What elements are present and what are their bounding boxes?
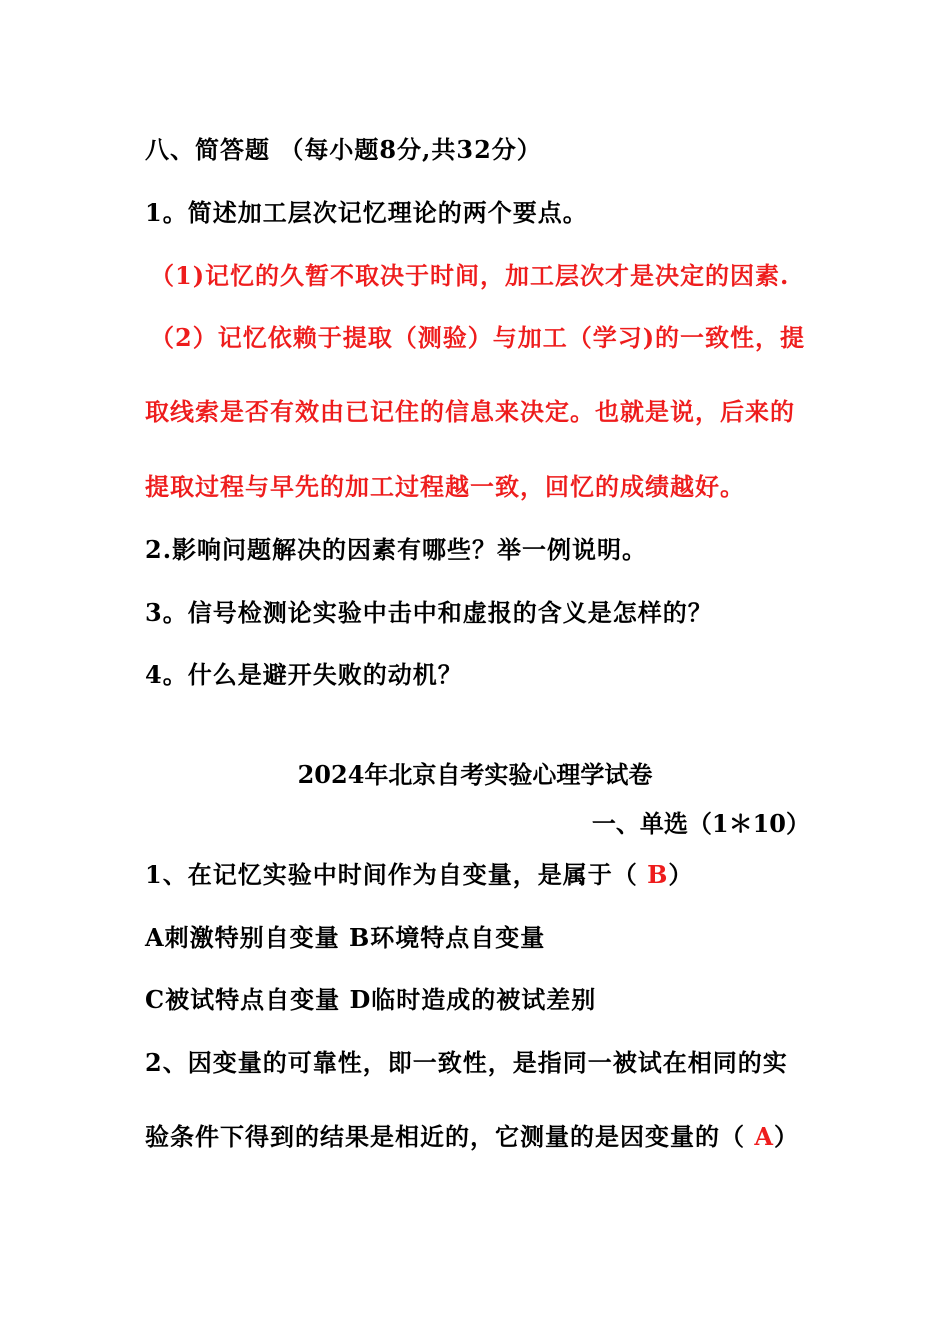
mc-question-2-line-1: 2、因变量的可靠性，即一致性，是指同一被试在相同的实: [145, 1048, 788, 1077]
exam-title: 2024年北京自考实验心理学试卷: [297, 760, 653, 789]
mc-question-1-stem: 1、在记忆实验中时间作为自变量，是属于（: [145, 860, 648, 889]
question-4: 4。什么是避开失败的动机？: [145, 660, 463, 689]
mc-question-2-close: ）: [773, 1122, 799, 1151]
mc-question-1-options-cd: C被试特点自变量 D临时造成的被试差别: [145, 985, 597, 1014]
answer-1-point-1: （1)记忆的久暂不取决于时间，加工层次才是决定的因素.: [150, 261, 790, 290]
section-1-heading: 一、单选（1＊10）: [591, 809, 810, 838]
mc-question-1: [145, 860, 693, 890]
answer-1-point-2-line-1: （2）记忆依赖于提取（测验）与加工（学习)的一致性，提: [150, 323, 806, 352]
mc-question-1-options-ab: A刺激特别自变量 B环境特点自变量: [145, 923, 546, 952]
question-3: 3。信号检测论实验中击中和虚报的含义是怎样的？: [145, 598, 713, 627]
question-1: 1。简述加工层次记忆理论的两个要点。: [145, 198, 588, 227]
answer-1-point-2-line-2: 取线索是否有效由已记住的信息来决定。也就是说，后来的: [145, 397, 795, 426]
mc-question-2-stem: 验条件下得到的结果是相近的，它测量的是因变量的（: [145, 1122, 755, 1151]
mc-question-2-answer: A: [754, 1122, 774, 1151]
mc-question-2-line-2: [145, 1122, 799, 1152]
section-8-heading: 八、简答题 （每小题8分,共32分）: [145, 135, 542, 164]
mc-question-1-close: ）: [668, 860, 694, 889]
answer-1-point-2-line-3: 提取过程与早先的加工过程越一致，回忆的成绩越好。: [145, 472, 745, 501]
mc-question-1-answer: B: [647, 860, 669, 889]
question-2: 2.影响问题解决的因素有哪些？举一例说明。: [145, 535, 648, 564]
